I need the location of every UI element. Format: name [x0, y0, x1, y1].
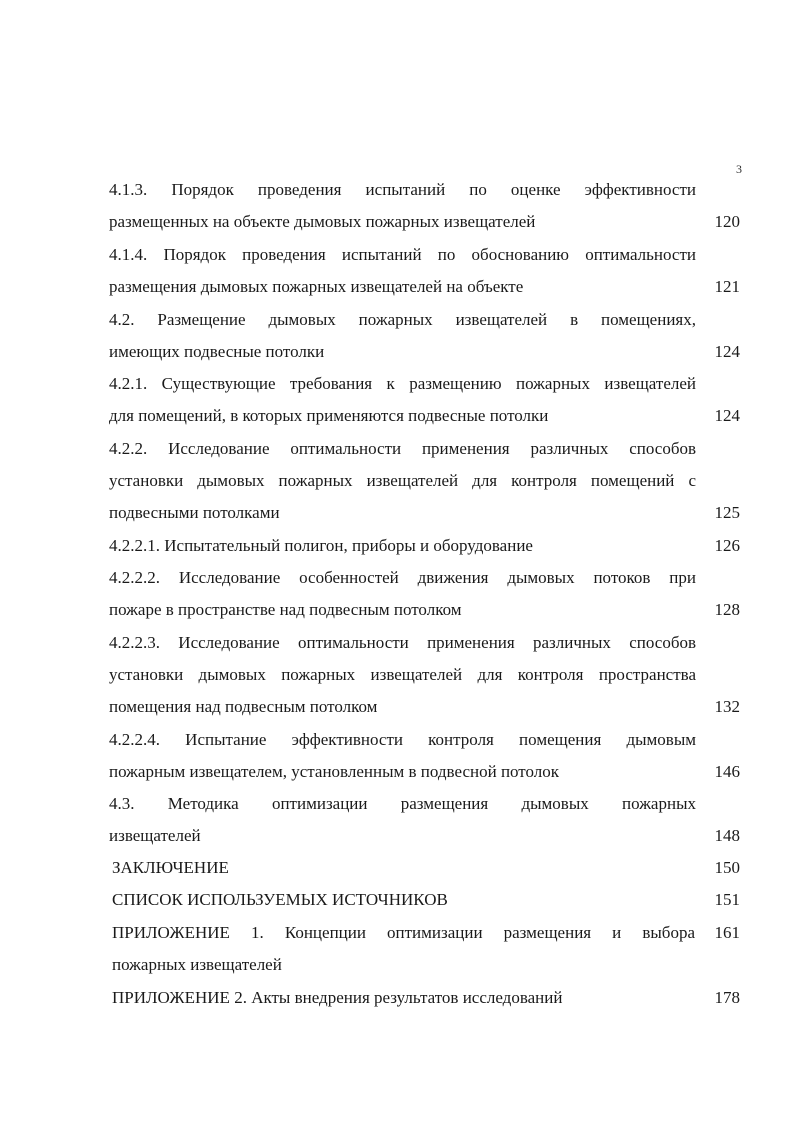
toc-line: пожарных извещателей — [112, 955, 282, 974]
toc-line: установки дымовых пожарных извещателей для контроля пространства — [109, 665, 696, 684]
toc-page: 124 — [714, 406, 740, 425]
toc-line: ПРИЛОЖЕНИЕ 2. Акты внедрения результатов исследований — [112, 988, 563, 1007]
toc-line: пожарным извещателем, установленным в подвесной потолок — [109, 762, 560, 781]
toc-line: 4.2.2. Исследование оптимальности применения различных способов — [109, 439, 696, 458]
toc-line: 4.3. Методика оптимизации размещения дымовых пожарных — [109, 794, 696, 813]
toc-line: ПРИЛОЖЕНИЕ 1. Концепции оптимизации размещения и выбора — [112, 923, 695, 942]
toc-page: 128 — [714, 600, 740, 619]
toc-line: размещенных на объекте дымовых пожарных извещателей — [109, 212, 536, 231]
toc-line: 4.2.2.4. Испытание эффективности контроля помещения дымовым — [109, 730, 696, 749]
toc-line: для помещений, в которых применяются подвесные потолки — [109, 406, 549, 425]
toc-line: ЗАКЛЮЧЕНИЕ — [112, 858, 229, 877]
toc-page: 120 — [714, 212, 740, 231]
toc-page: 161 — [714, 923, 740, 942]
toc-line: помещения над подвесным потолком — [109, 697, 378, 716]
page-number: 3 — [736, 162, 742, 176]
toc-line: извещателей — [109, 826, 201, 845]
toc-line: 4.2.1. Существующие требования к размещению пожарных извещателей — [109, 374, 696, 393]
toc-page: 124 — [714, 342, 740, 361]
toc-line: 4.1.4. Порядок проведения испытаний по обоснованию оптимальности — [109, 245, 696, 264]
toc-page: 150 — [714, 858, 740, 877]
toc-page: 132 — [714, 697, 740, 716]
toc-line: 4.2.2.2. Исследование особенностей движения дымовых потоков при — [109, 568, 696, 587]
toc-page: 178 — [714, 988, 740, 1007]
toc-line: имеющих подвесные потолки — [109, 342, 325, 361]
toc-line: подвесными потолками — [109, 503, 280, 522]
toc-line: установки дымовых пожарных извещателей для контроля помещений с — [109, 471, 696, 490]
toc-page: 146 — [714, 762, 740, 781]
toc-line: 4.1.3. Порядок проведения испытаний по оценке эффективности — [109, 180, 696, 199]
toc-line: 4.2.2.3. Исследование оптимальности применения различных способов — [109, 633, 696, 652]
toc-page: 148 — [714, 826, 740, 845]
toc-page: 151 — [714, 890, 740, 909]
toc-line: размещения дымовых пожарных извещателей на объекте — [109, 277, 524, 296]
toc-line: 4.2. Размещение дымовых пожарных извещателей в помещениях, — [109, 310, 696, 329]
toc-line: 4.2.2.1. Испытательный полигон, приборы и оборудование — [109, 536, 533, 555]
toc-page: 121 — [714, 277, 740, 296]
toc-line: пожаре в пространстве над подвесным потолком — [109, 600, 462, 619]
toc-page: 126 — [714, 536, 740, 555]
toc-page: 125 — [714, 503, 740, 522]
toc-line: СПИСОК ИСПОЛЬЗУЕМЫХ ИСТОЧНИКОВ — [112, 890, 448, 909]
